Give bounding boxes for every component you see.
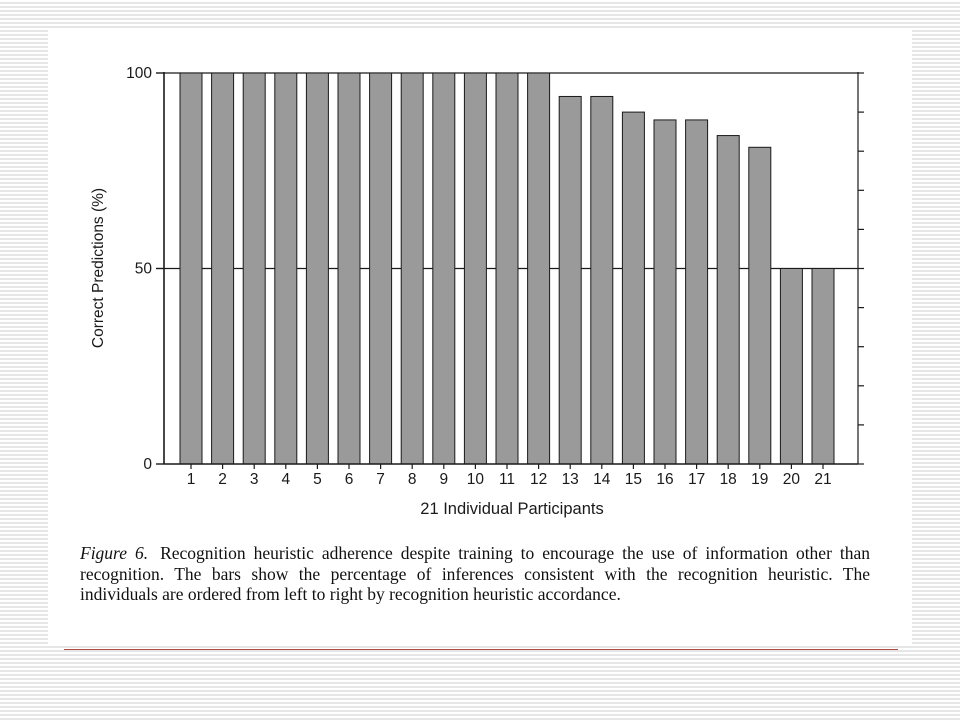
bar-11 <box>496 73 518 464</box>
bar-14 <box>591 96 613 464</box>
x-tick-label-20: 20 <box>782 471 801 488</box>
bar-6 <box>338 73 360 464</box>
bar-7 <box>370 73 392 464</box>
bar-2 <box>212 73 234 464</box>
y-tick-label-0: 0 <box>143 456 152 473</box>
x-tick-labels <box>187 471 832 488</box>
x-tick-label-2: 2 <box>218 471 227 488</box>
figure-label: Figure 6. <box>80 543 149 563</box>
figure-caption <box>80 543 870 605</box>
x-tick-label-14: 14 <box>593 471 611 488</box>
x-tick-label-1: 1 <box>186 471 196 488</box>
divider-line <box>64 649 898 650</box>
bar-13 <box>559 96 581 464</box>
bar-5 <box>306 73 328 464</box>
bar-12 <box>528 73 550 464</box>
bar-19 <box>749 147 771 464</box>
x-tick-label-12: 12 <box>529 471 548 488</box>
bar-17 <box>686 120 708 464</box>
x-tick-label-9: 9 <box>439 471 449 488</box>
x-tick-label-3: 3 <box>249 471 259 488</box>
bar-10 <box>464 73 486 464</box>
bar-8 <box>401 73 423 464</box>
x-tick-label-21: 21 <box>814 471 832 488</box>
x-tick-label-7: 7 <box>376 471 385 488</box>
y-axis-label: Correct Predictions (%) <box>90 187 107 349</box>
x-axis-label: 21 Individual Participants <box>420 500 604 518</box>
chart-bars <box>180 73 834 464</box>
y-tick-labels <box>126 65 152 473</box>
bar-18 <box>717 136 739 464</box>
bar-15 <box>622 112 644 464</box>
x-tick-label-16: 16 <box>656 471 674 488</box>
bar-3 <box>243 73 265 464</box>
x-tick-label-10: 10 <box>466 471 485 488</box>
bar-21 <box>812 269 834 465</box>
x-tick-label-8: 8 <box>407 471 417 488</box>
x-tick-label-11: 11 <box>498 471 516 488</box>
y-tick-label-100: 100 <box>126 65 152 82</box>
x-tick-label-19: 19 <box>751 471 769 488</box>
caption-text: Recognition heuristic adherence despite training to encourage the use of information other than recognition. The bars show the percentage of inferences consistent with the recognition heuristic. The individuals are ordered from left to right by recognition heuristic accordance. <box>80 543 871 604</box>
bar-9 <box>433 73 455 464</box>
bar-16 <box>654 120 676 464</box>
x-tick-label-13: 13 <box>561 471 579 488</box>
x-tick-label-6: 6 <box>344 471 354 488</box>
x-tick-label-15: 15 <box>624 471 643 488</box>
y-tick-label-50: 50 <box>134 260 152 278</box>
x-tick-label-17: 17 <box>687 471 706 488</box>
bar-20 <box>780 269 802 465</box>
bar-1 <box>180 73 202 464</box>
bar-4 <box>275 73 297 464</box>
x-tick-label-5: 5 <box>313 471 322 488</box>
x-tick-label-18: 18 <box>719 471 737 488</box>
x-tick-label-4: 4 <box>281 471 291 488</box>
